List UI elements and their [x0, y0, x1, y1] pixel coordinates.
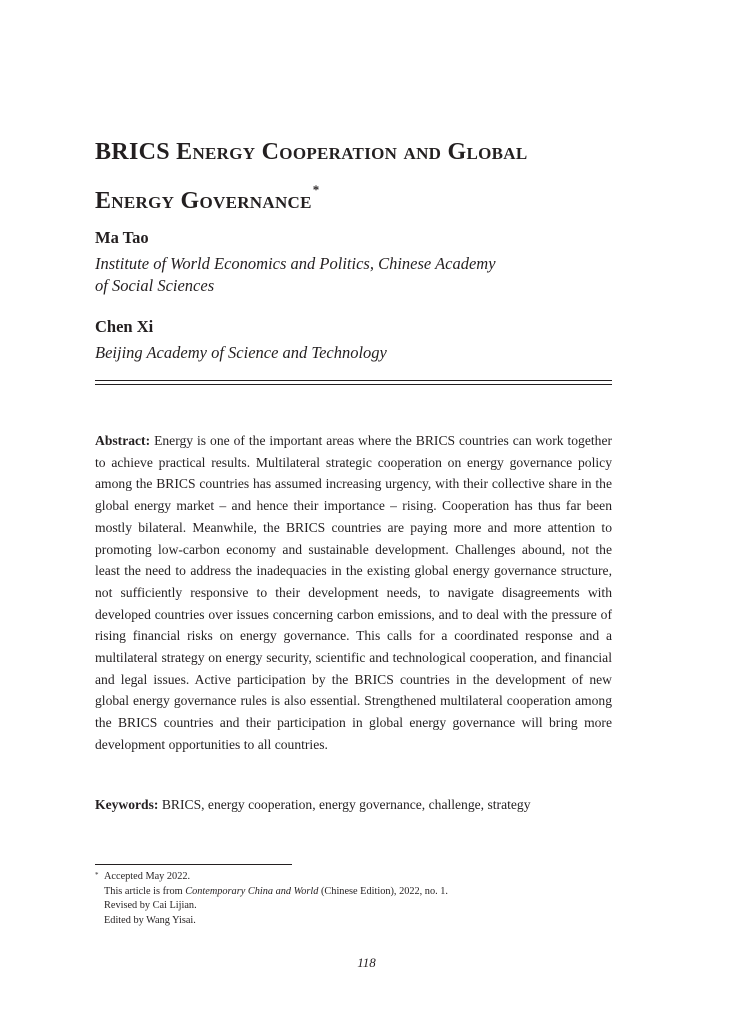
footnote-source-journal: Contemporary China and World	[185, 885, 319, 897]
footnote-revised: Revised by Cai Lijian.	[104, 900, 197, 912]
title-line-2	[95, 171, 655, 220]
footnote-accepted-text: Accepted May 2022.	[104, 871, 191, 882]
author-name-1: Ma Tao	[95, 228, 149, 247]
title-footnote-marker: *	[312, 182, 320, 197]
abstract	[95, 430, 612, 756]
keywords-text: BRICS, energy cooperation, energy governance, challenge, strategy	[161, 797, 531, 812]
author-affiliation-1	[95, 253, 496, 297]
title-line-2-text: Energy Governance	[95, 188, 312, 214]
keywords-label: Keywords:	[95, 797, 159, 812]
author-name-2: Chen Xi	[95, 317, 154, 336]
author-affiliation-1-line-1: Institute of World Economics and Politics, Chinese Academy	[95, 254, 496, 273]
header-rule-bottom	[95, 384, 612, 385]
author-affiliation-2: Beijing Academy of Science and Technology	[95, 343, 387, 362]
abstract-text: Energy is one of the important areas where the BRICS countries can work together to achieve practical results. Multilateral strategic cooperation on energy governance policy among the BRICS countries has assumed increasing urgency, with their collective share in the global energy market – and hence their importance – rising. Cooperation has thus far been mostly bilateral. Meanwhile, the BRICS countries are paying more and more attention to promoting low-carbon economy and sustainable development. Challenges abound, not the least the need to address the inadequacies in the existing global energy governance structure, not sufficiently responsive to their development needs, to navigate disagreements with developed countries over issues concerning carbon emissions, and to deal with the pressure of rising financial risks on energy governance. This calls for a coordinated response and a multilateral strategy on energy security, scientific and technological cooperation, and financial and legal issues. Active participation by the BRICS countries in the development of new global energy governance rules is also essential. Strengthened multilateral cooperation among the BRICS countries and their participation in global energy governance will bring more development opportunities to all countries.	[95, 433, 613, 752]
abstract-label: Abstract:	[95, 433, 151, 448]
footnote-source-suffix: (Chinese Edition), 2022, no. 1.	[318, 885, 448, 897]
header-rule-top	[95, 380, 612, 381]
footnote-source	[95, 885, 612, 900]
footnote-edited: Edited by Wang Yisai.	[104, 914, 196, 926]
keywords	[95, 794, 612, 816]
page-number: 118	[357, 955, 376, 970]
footnote-marker: *	[95, 871, 99, 879]
title-line-1: BRICS Energy Cooperation and Global	[95, 139, 528, 165]
author-affiliation-1-line-2: of Social Sciences	[95, 276, 215, 295]
footnote-accepted	[95, 870, 612, 885]
footnote-source-prefix: This article is from	[104, 885, 186, 897]
article-title	[95, 134, 655, 220]
footnotes	[95, 870, 612, 928]
footnote-rule	[95, 864, 292, 865]
